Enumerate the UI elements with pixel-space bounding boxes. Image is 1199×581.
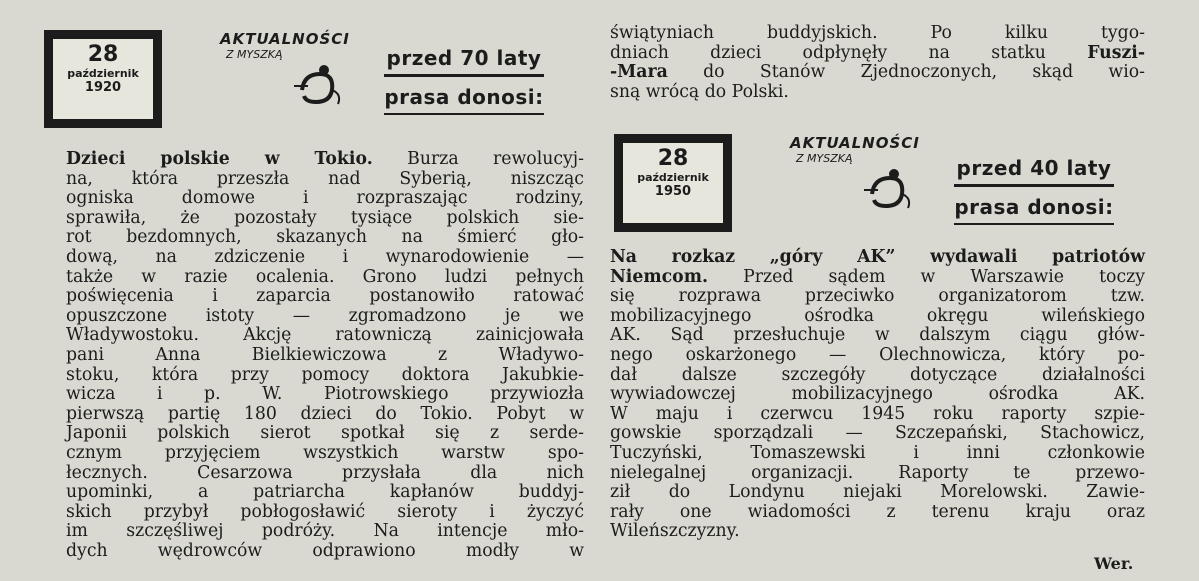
article-line: sprawiła, że pozostały tysiące polskich sie-	[66, 207, 584, 228]
article-line: W maju i czerwcu 1945 roku raporty szpie-	[610, 403, 1145, 424]
aktualnosci-logo	[220, 30, 350, 110]
article-line	[610, 248, 1145, 268]
date-year: 1950	[654, 184, 692, 199]
date-year: 1920	[84, 80, 122, 95]
date-month: październik	[637, 171, 709, 184]
article-line: Wileńszczyzny.	[610, 521, 740, 542]
article-line: -Mara do Stanów Zjednoczonych, skąd wio-	[610, 62, 1145, 83]
article-line: ogniska domowe i rozpraszając rodziny,	[66, 188, 584, 209]
logo-line2: Z MYSZKĄ	[796, 152, 853, 165]
rubric-press-reports: prasa donosi:	[954, 195, 1114, 225]
article-line: wywiadowczej mobilizacyjnego ośrodka AK.	[610, 384, 1145, 405]
mouse-icon	[864, 164, 914, 212]
article-headline: Na rozkaz „góry AK” wydawali patriotów	[610, 247, 1145, 267]
article-line: wicza i p. W. Piotrowskiego przywiozła	[66, 384, 584, 405]
rubric-years-ago: przed 40 laty	[954, 156, 1114, 187]
rubric-years-ago: przed 70 laty	[384, 46, 544, 77]
date-box-1950	[614, 134, 732, 232]
article-line: rały one wiadomości z terenu kraju oraz	[610, 501, 1145, 522]
date-month: październik	[67, 67, 139, 80]
mouse-icon	[294, 60, 344, 108]
article-line: nielegalnej organizacji. Raporty te przewo-	[610, 462, 1145, 483]
article-line: Władywostoku. Akcję ratowniczą zainicjowała	[66, 325, 584, 346]
rubric-header	[384, 46, 544, 115]
article-line: upominki, a patriarcha kapłanów buddyj-	[66, 482, 584, 503]
article-line: Japonii polskich sierot spotkał się z serde-	[66, 423, 584, 444]
article-line: gowskie sporządzali — Szczepański, Stachowicz,	[610, 423, 1145, 444]
article-tokio	[66, 150, 584, 561]
article-line: dniach dzieci odpłynęły na statku Fuszi-	[610, 42, 1145, 63]
article-line: stoku, która przy pomocy doktora Jakubkie-	[66, 364, 584, 385]
article-line: Tuczyński, Tomaszewski i inni członkowie	[610, 442, 1145, 463]
article-line: się rozprawa przeciwko organizatorom tzw.	[610, 286, 1145, 307]
article-headline-cont: Niemcom.	[610, 266, 708, 287]
aktualnosci-logo	[790, 134, 920, 214]
article-line: na, która przeszła nad Syberią, niszcząc	[66, 168, 584, 189]
article-line: AK. Sąd przesłuchuje w dalszym ciągu głów-	[610, 325, 1145, 346]
article-line: także w razie ocalenia. Grono ludzi pełnych	[66, 266, 584, 287]
article-line: dał dalsze szczegóły dotyczące działalności	[610, 364, 1145, 385]
article-line: cznym przyjęciem wszystkich warstw spo-	[66, 442, 584, 463]
article-line: sną wrócą do Polski.	[610, 81, 789, 102]
article-line: rot bezdomnych, skazanych na śmierć gło-	[66, 227, 584, 248]
rubric-press-reports: prasa donosi:	[384, 85, 544, 115]
article-line: skich przybył pobłogosławić sieroty i życzyć	[66, 501, 584, 522]
article-ak	[610, 248, 1145, 542]
ship-name-cont: -Mara	[610, 62, 668, 83]
article-line: pani Anna Bielkiewiczowa z Władywo-	[66, 344, 584, 365]
article-tokio-continuation	[610, 24, 1145, 102]
article-line: nego oskarżonego — Olechnowicza, który po-	[610, 344, 1145, 365]
article-line: im szczęśliwej podróży. Na intencje mło-	[66, 521, 584, 542]
logo-line1: AKTUALNOŚCI	[220, 30, 350, 48]
article-headline: Dzieci polskie w Tokio.	[66, 149, 373, 169]
rubric-header	[954, 156, 1114, 225]
date-box-1920	[44, 30, 162, 128]
article-line: świątyniach buddyjskich. Po kilku tygo-	[610, 23, 1145, 43]
article-line: pierwszą partię 180 dzieci do Tokio. Pobyt w	[66, 403, 584, 424]
ship-name: Fuszi-	[1087, 42, 1145, 63]
date-day: 28	[87, 42, 119, 67]
article-line: dych wędrowców odprawiono modły w	[66, 540, 584, 561]
article-line: poświęcenia i zaparcia postanowiło ratować	[66, 286, 584, 307]
article-line: ził do Londynu niejaki Morelowski. Zawie-	[610, 482, 1145, 503]
article-line: opuszczone istoty — zgromadzono je we	[66, 305, 584, 326]
article-line: dową, na zdziczenie i wynarodowienie —	[66, 246, 584, 267]
logo-line2: Z MYSZKĄ	[226, 48, 283, 61]
date-day: 28	[657, 146, 689, 171]
article-line: Dzieci polskie w Tokio. Burza rewolucyj-	[66, 149, 584, 169]
article-line: Niemcom. Przed sądem w Warszawie toczy	[610, 266, 1145, 287]
article-line: łecznych. Cesarzowa przysłała dla nich	[66, 462, 584, 483]
logo-line1: AKTUALNOŚCI	[790, 134, 920, 152]
author-signature: Wer.	[1094, 554, 1134, 573]
article-line: mobilizacyjnego ośrodka okręgu wileńskiego	[610, 305, 1145, 326]
